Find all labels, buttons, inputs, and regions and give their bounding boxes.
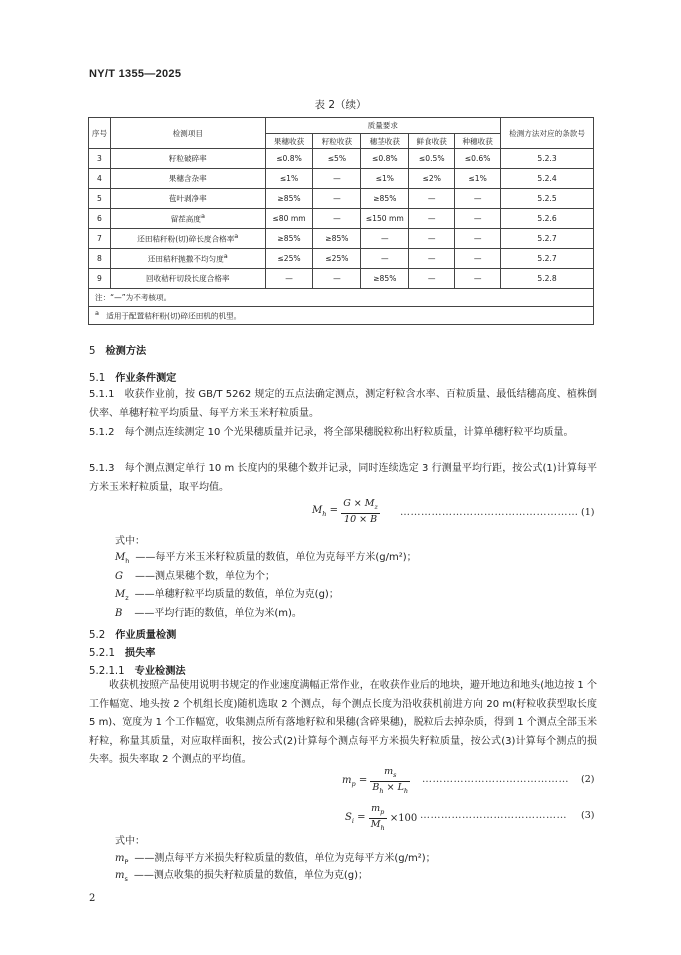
variable-subscript: z [125,594,129,602]
variable-description: ——每平方米玉米籽粒质量的数值，单位为克每平方米(g/m²)； [135,552,417,563]
row-clause: 5.2.4 [501,169,594,189]
row-item-label: 留茬高度 [170,214,201,224]
equation-2-number: (2) [581,774,595,785]
row-value: — [313,269,361,289]
row-value: — [455,229,501,249]
table-row [89,269,594,289]
row-value: — [361,229,409,249]
variable-symbol: B [115,607,123,619]
row-item-label: 还田秸秆粉(切)碎长度合格率 [137,234,235,244]
row-item [110,189,265,209]
standard-number: NY/T 1355—2025 [89,68,182,80]
row-item [110,229,265,249]
variable-definition [115,607,302,624]
footnote-marker: a [234,232,239,241]
row-value: — [409,249,455,269]
row-seq: 3 [89,149,111,169]
row-value: ≤1% [361,169,409,189]
table-title: 表 2（续） [314,99,367,111]
variable-symbol: m [115,853,125,864]
col-header-seq: 序号 [89,118,111,149]
row-value: ≥85% [265,229,313,249]
section-5-heading: 5 检测方法 [89,346,147,357]
variable-description: ——测点果穗个数，单位为个； [135,570,275,582]
where-label: 式中： [115,836,145,847]
row-item [110,269,265,289]
row-seq: 8 [89,249,111,269]
row-item-label: 回收秸秆切段长度合格率 [146,274,230,283]
row-value: ≥85% [361,269,409,289]
row-item-label: 果穗含杂率 [168,174,207,183]
col-header-item: 检测项目 [110,118,265,149]
row-value: ≤1% [265,169,313,189]
variable-description: ——测点每平方米损失籽粒质量的数值，单位为克每平方米(g/m²)； [134,853,436,864]
row-seq: 4 [89,169,111,189]
sub-col-header: 果穗收获 [265,134,313,149]
equation-3-number: (3) [581,810,595,821]
row-value: — [409,189,455,209]
where-label: 式中： [115,536,145,547]
equation-2: $m_p$ = $\frac{m_s}{B_h \times L_h}$ [342,766,409,795]
row-value: — [361,249,409,269]
table-note: 注：“—”为不考核项。 [89,289,594,307]
row-seq: 5 [89,189,111,209]
row-value: — [409,209,455,229]
variable-definition [115,570,275,587]
row-clause: 5.2.5 [501,189,594,209]
variable-symbol: m [115,870,125,881]
variable-description: ——单穗籽粒平均质量的数值，单位为克(g)； [134,589,339,600]
paragraph-5-1-3: 5.1.3 每个测点测定单行 10 m 长度内的果穗个数并记录，同时连续选定 3 行测量平均行距，按公式(1)计算每平方米玉米籽粒质量，取平均值。 [89,463,597,493]
leader-dots: …………………………………… [420,810,567,821]
row-item-label: 籽粒破碎率 [168,154,207,163]
sub-col-header: 籽粒收获 [313,134,361,149]
row-value: ≥85% [313,229,361,249]
page-number: 2 [89,893,96,904]
row-value: — [455,269,501,289]
row-value: — [313,209,361,229]
table-row [89,149,594,169]
variable-definition [115,551,417,568]
variable-symbol: G [115,570,123,582]
row-item [110,249,265,269]
quality-requirements-table [88,117,594,325]
section-5-2-1-heading: 5.2.1 损失率 [89,648,156,659]
section-5-1-heading: 5.1 作业条件测定 [89,373,177,384]
row-value: ≤2% [409,169,455,189]
row-value: ≤80 mm [265,209,313,229]
row-value: ≤150 mm [361,209,409,229]
variable-subscript: h [125,557,130,565]
row-item [110,169,265,189]
variable-description: ——平均行距的数值，单位为米(m)。 [134,607,302,619]
row-clause: 5.2.3 [501,149,594,169]
leader-dots: …………………………………… [422,774,569,785]
row-value: ≤5% [313,149,361,169]
sub-col-header: 鲜食收获 [409,134,455,149]
row-value: ≤0.5% [409,149,455,169]
row-seq: 7 [89,229,111,249]
row-value: — [409,269,455,289]
row-value: — [455,209,501,229]
variable-subscript: s [124,875,128,883]
row-value: — [313,169,361,189]
table-footnote [89,307,594,325]
sub-col-header: 穗茎收获 [361,134,409,149]
row-clause: 5.2.6 [501,209,594,229]
row-item-label: 还田秸秆抛撒不均匀度 [147,254,224,264]
footnote-marker: a [200,212,205,221]
row-value: — [455,189,501,209]
equation-1-number: (1) [581,507,595,518]
row-clause: 5.2.7 [501,229,594,249]
variable-symbol: M [115,552,126,563]
row-value: — [265,269,313,289]
row-value: — [455,249,501,269]
footnote-text: 适用于配置秸秆粉(切)碎还田机的机型。 [106,311,242,321]
row-seq: 9 [89,269,111,289]
paragraph-5-1-1: 5.1.1 收获作业前，按 GB/T 5262 规定的五点法确定测点，测定籽粒含水率、百粒质量、最低结穗高度、植株倒伏率、单穗籽粒平均质量、每平方米玉米籽粒质量。 [89,389,597,419]
row-value: ≤25% [265,249,313,269]
section-5-2-1-1-heading: 5.2.1.1 专业检测法 [89,666,186,677]
sub-col-header: 种穗收获 [455,134,501,149]
equation-1: $M_h$ = $\frac{G \times M_z}{10 \times B}$ [312,498,378,525]
table-row [89,229,594,249]
row-value: ≥85% [265,189,313,209]
equation-3: $S_i$ = $\frac{m_p}{M_h}$ ×100 [345,803,418,832]
variable-definition [115,869,368,886]
row-value: ≤0.6% [455,149,501,169]
row-value: ≤0.8% [265,149,313,169]
variable-subscript: P [124,858,129,866]
variable-definition [115,852,436,869]
table-row [89,189,594,209]
row-value: — [313,189,361,209]
leader-dots: …………………………………………… [400,507,579,518]
row-value: ≤0.8% [361,149,409,169]
row-value: ≤25% [313,249,361,269]
variable-symbol: M [115,589,126,600]
row-item [110,149,265,169]
paragraph-5-1-2: 5.1.2 每个测点连续测定 10 个光果穗质量并记录，将全部果穗脱粒称出籽粒质量，计算单穗籽粒平均质量。 [89,427,574,438]
row-item-label: 苞叶剥净率 [168,194,207,203]
table-row [89,209,594,229]
row-value: ≥85% [361,189,409,209]
col-header-method: 检测方法对应的条款号 [501,118,594,149]
row-clause: 5.2.8 [501,269,594,289]
row-item [110,209,265,229]
paragraph-5-2-1-1: 收获机按照产品使用说明书规定的作业速度满幅正常作业，在收获作业后的地块，避开地边和地头(地边按 1 个工作幅宽、地头按 2 个机组长度)随机选取 2 个测点，每个测点长度为沿收获机前进方向 20 m(籽粒收获型取长度 5 m)、宽度为 1 个工作幅宽，收集测点所有落地籽粒和果穗(含碎果穗)，脱粒后去掉杂质，得到 1 个测点全部玉米籽粒，称量其质量，对应取样面积，按公式(2)计算每个测点每平方米损失籽粒质量，按公式(3)计算每个测点的损失率。损失率取 2 个测点的平均值。 [89,680,597,765]
table-row [89,169,594,189]
section-5-2-heading: 5.2 作业质量检测 [89,630,177,641]
col-header-quality: 质量要求 [265,118,500,134]
row-value: ≤1% [455,169,501,189]
row-seq: 6 [89,209,111,229]
row-clause: 5.2.7 [501,249,594,269]
footnote-marker: a [95,309,99,318]
table-row [89,249,594,269]
variable-description: ——测点收集的损失籽粒质量的数值，单位为克(g)； [133,870,369,881]
footnote-marker: a [223,252,228,261]
variable-definition [115,588,339,605]
row-value: — [409,229,455,249]
